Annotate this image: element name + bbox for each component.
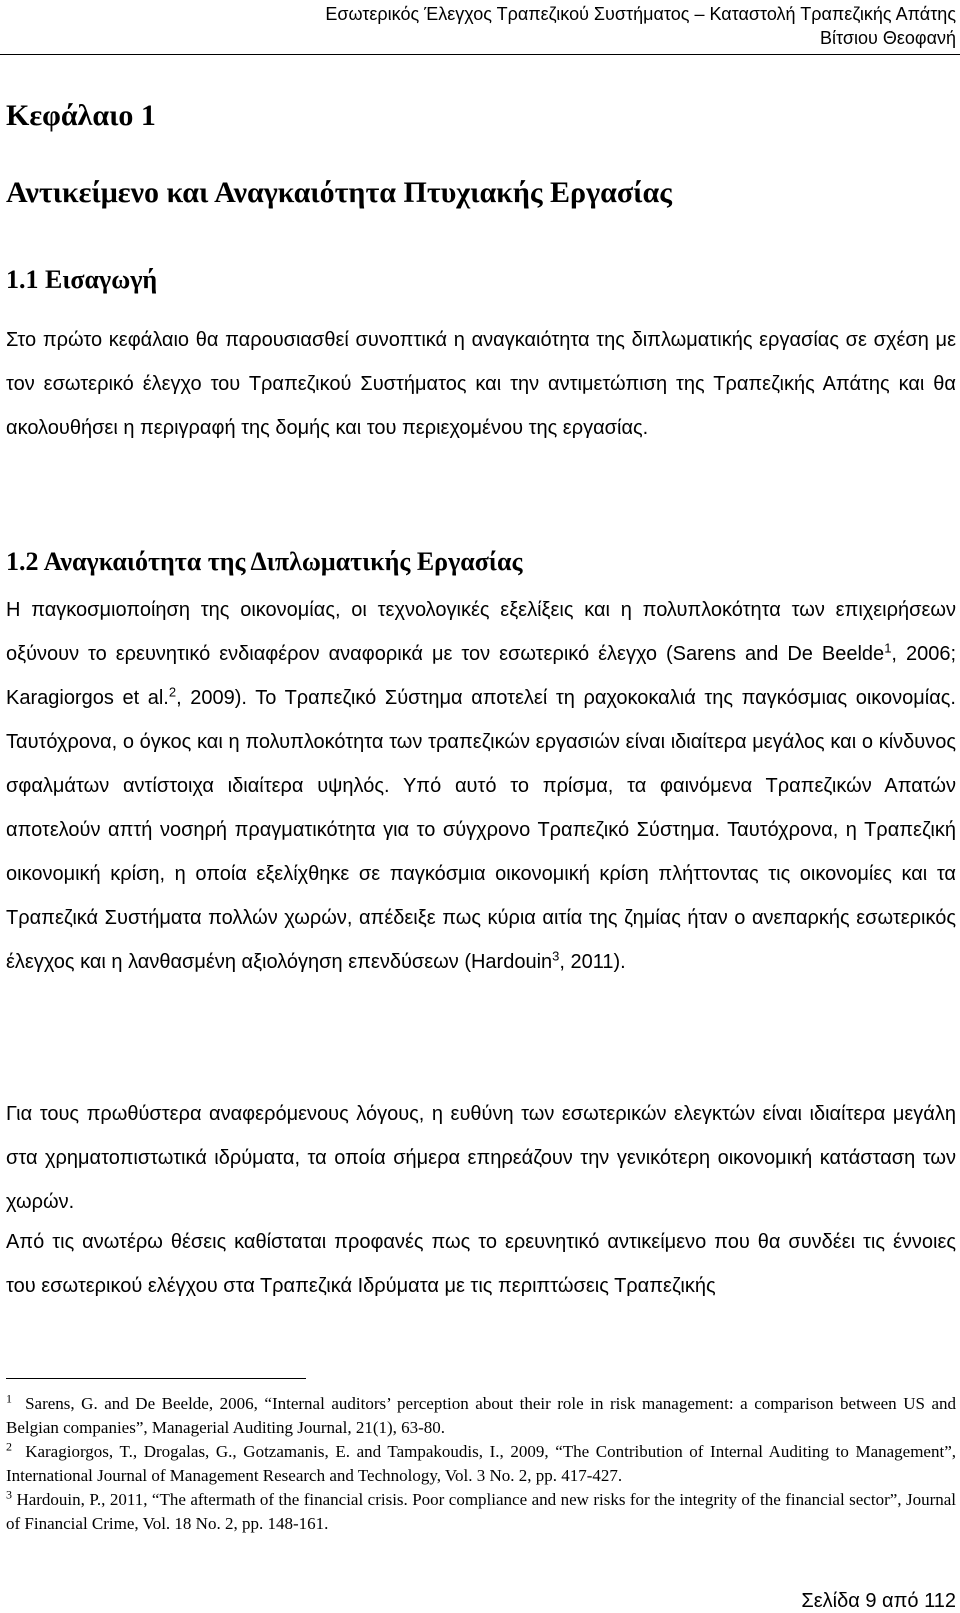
section-2-paragraph-3: Από τις ανωτέρω θέσεις καθίσταται προφανές πως το ερευνητικό αντικείμενο που θα συνδέει τις έννοιες του εσωτερικού ελέγχου στα Τραπεζικά Ιδρύματα με τις περιπτώσεις Τραπεζικής <box>6 1231 956 1297</box>
header-title: Εσωτερικός Έλεγχος Τραπεζικού Συστήματος – Καταστολή Τραπεζικής Απάτης <box>325 4 956 24</box>
footnote-separator <box>6 1378 306 1379</box>
footnote-ref-1[interactable]: 1 <box>884 640 892 656</box>
header-rule <box>0 54 960 55</box>
footnote-3 <box>6 1488 956 1536</box>
footnote-text: Hardouin, P., 2011, “The aftermath of the financial crisis. Poor compliance and new risks for the integrity of the financial sector”, Journal of Financial Crime, Vol. 18 No. 2, pp. 148-161. <box>6 1490 957 1533</box>
para-text: , 2011). <box>559 951 626 973</box>
footnote-number: 3 <box>6 1487 12 1502</box>
running-header <box>325 2 956 50</box>
footnote-2 <box>6 1440 956 1488</box>
section-2-paragraph-2: Για τους πρωθύστερα αναφερόμενους λόγους, η ευθύνη των εσωτερικών ελεγκτών είναι ιδιαίτερα μεγάλη στα χρηματοπιστωτικά ιδρύματα, τα οποία σήμερα επηρεάζουν την γενικότερη οικονομική κατάσταση των χωρών. <box>6 1103 956 1213</box>
footnote-number: 2 <box>6 1439 12 1454</box>
footnote-ref-3[interactable]: 3 <box>552 948 560 964</box>
footnote-ref-2[interactable]: 2 <box>168 684 177 700</box>
section-2-heading: 1.2 Αναγκαιότητα της Διπλωματικής Εργασίας <box>6 547 523 576</box>
footnote-text: Sarens, G. and De Beelde, 2006, “Internal auditors’ perception about their role in risk management: a comparison between US and Belgian companies”, Managerial Auditing Journal, 21(1), 63-80. <box>6 1394 957 1437</box>
chapter-label: Κεφάλαιο 1 <box>6 99 156 132</box>
para-text: Η παγκοσμιοποίηση της οικονομίας, οι τεχνολογικές εξελίξεις και η πολυπλοκότητα των επιχειρήσεων οξύνουν το ερευνητικό ενδιαφέρον αναφορικά με τον εσωτερικό έλεγχο (Sarens and De Beelde <box>6 599 956 665</box>
footnotes <box>6 1392 956 1536</box>
footnote-text: Karagiorgos, T., Drogalas, G., Gotzamanis, E. and Tampakoudis, I., 2009, “The Contribution of Internal Auditing to Management”, International Journal of Management Research and Technology, Vol. 3 No. 2, pp. 417-427. <box>6 1442 956 1485</box>
page-number: Σελίδα 9 από 112 <box>801 1590 956 1612</box>
footnote-1 <box>6 1392 956 1440</box>
footnote-number: 1 <box>6 1391 12 1406</box>
chapter-title: Αντικείμενο και Αναγκαιότητα Πτυχιακής Εργασίας <box>6 176 672 209</box>
para-text: , 2006; Karagiorgos et al. <box>6 643 956 709</box>
para-text: , 2009). Το Τραπεζικό Σύστημα αποτελεί τη ραχοκοκαλιά της παγκόσμιας οικονομίας. Ταυτόχρονα, ο όγκος και η πολυπλοκότητα των τραπεζικών εργασιών είναι ιδιαίτερα μεγάλος και ο κίνδυνος σφαλμάτων αντίστοιχα ιδιαίτερα υψηλός. Υπό αυτό το πρίσμα, τα φαινόμενα Τραπεζικών Απατών αποτελούν απτή νοσηρή πραγματικότητα για το σύγχρονο Τραπεζικό Σύστημα. Ταυτόχρονα, η Τραπεζική οικονομική κρίση, η οποία εξελίχθηκε σε παγκόσμια οικονομική κρίση πλήττοντας τις οικονομίες και τα Τραπεζικά Συστήματα πολλών χωρών, απέδειξε πως κύρια αιτία της ζημίας ήταν ο ανεπαρκής εσωτερικός έλεγχος και η λανθασμένη αξιολόγηση επενδύσεων (Hardouin <box>6 687 956 973</box>
section-2-paragraph-1 <box>6 588 956 984</box>
section-1-heading: 1.1 Εισαγωγή <box>6 265 158 294</box>
header-author: Βίτσιου Θεοφανή <box>820 28 956 48</box>
section-1-paragraph: Στο πρώτο κεφάλαιο θα παρουσιασθεί συνοπτικά η αναγκαιότητα της διπλωματικής εργασίας σε σχέση με τον εσωτερικό έλεγχο του Τραπεζικού Συστήματος και την αντιμετώπιση της Τραπεζικής Απάτης και θα ακολουθήσει η περιγραφή της δομής και του περιεχομένου της εργασίας. <box>6 329 956 439</box>
